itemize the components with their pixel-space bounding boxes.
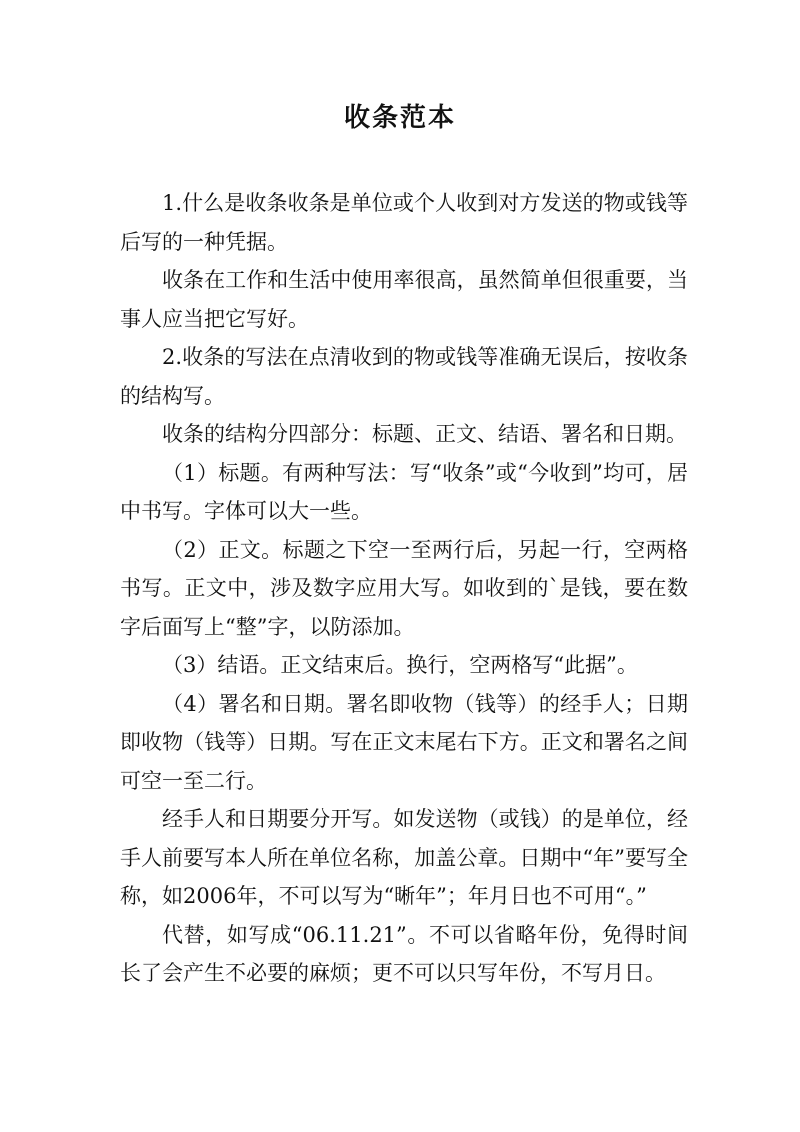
paragraph-date-format-rules: 代替，如写成“06.11.21”。不可以省略年份，免得时间长了会产生不必要的麻烦；更不可以只写年份，不写月日。 bbox=[120, 922, 688, 985]
paragraph-structure: 收条的结构分四部分：标题、正文、结语、署名和日期。 bbox=[162, 422, 687, 446]
paragraph-signature-date-section: （4）署名和日期。署名即收物（钱等）的经手人；日期即收物（钱等）日期。写在正文末尾右下方。正文和署名之间可空一至二行。 bbox=[120, 691, 688, 793]
document-title: 收条范本 bbox=[343, 103, 456, 133]
document-body bbox=[120, 184, 688, 993]
paragraph-handler-date-rules: 经手人和日期要分开写。如发送物（或钱）的是单位，经手人前要写本人所在单位名称，加盖公章。日期中“年”要写全称，如2006年，不可以写为“晰年”；年月日也不可用“。” bbox=[120, 807, 688, 908]
paragraph-importance: 收条在工作和生活中使用率很高，虽然简单但很重要，当事人应当把它写好。 bbox=[120, 268, 688, 331]
paragraph-what-is-receipt: 1.什么是收条收条是单位或个人收到对方发送的物或钱等后写的一种凭据。 bbox=[120, 191, 688, 254]
paragraph-closing-section: （3）结语。正文结束后。换行，空两格写“此据”。 bbox=[162, 653, 638, 677]
paragraph-how-to-write: 2.收条的写法在点清收到的物或钱等准确无误后，按收条的结构写。 bbox=[120, 345, 688, 408]
paragraph-title-section: （1）标题。有两种写法：写“收条”或“今收到”均可，居中书写。字体可以大一些。 bbox=[120, 460, 688, 523]
paragraph-body-section: （2）正文。标题之下空一至两行后，另起一行，空两格书写。正文中，涉及数字应用大写。如收到的`是钱，要在数字后面写上“整”字，以防添加。 bbox=[120, 537, 688, 639]
